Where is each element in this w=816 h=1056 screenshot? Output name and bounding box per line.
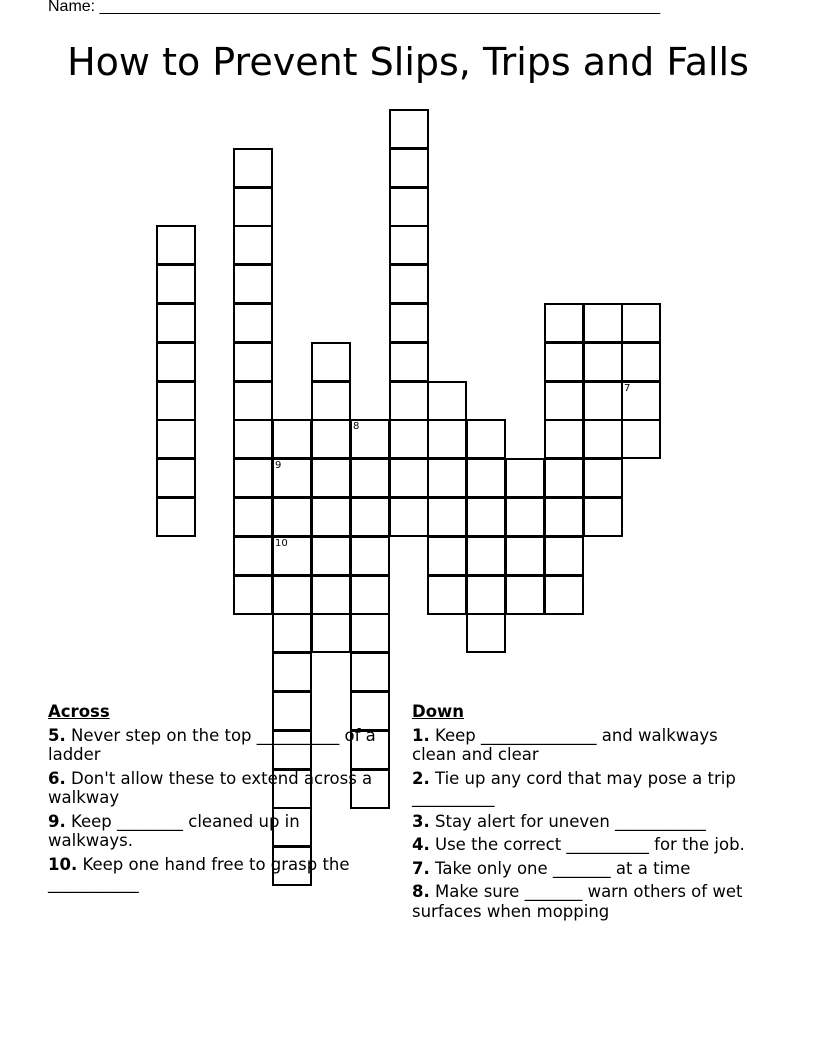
crossword-cell[interactable] bbox=[350, 497, 390, 537]
crossword-cell[interactable] bbox=[311, 342, 351, 382]
crossword-cell[interactable] bbox=[272, 497, 312, 537]
crossword-cell[interactable] bbox=[156, 497, 196, 537]
crossword-cell[interactable] bbox=[583, 381, 623, 421]
crossword-cell[interactable] bbox=[389, 264, 429, 304]
crossword-cell[interactable] bbox=[466, 458, 506, 498]
down-clue-7 bbox=[412, 859, 757, 879]
crossword-cell[interactable] bbox=[389, 458, 429, 498]
crossword-cell[interactable] bbox=[156, 264, 196, 304]
crossword-cell[interactable] bbox=[583, 458, 623, 498]
down-clue-4 bbox=[412, 835, 757, 855]
crossword-cell[interactable] bbox=[156, 458, 196, 498]
clue-number-label: 9 bbox=[275, 460, 282, 471]
crossword-cell[interactable] bbox=[311, 419, 351, 459]
clue-number: 1. bbox=[412, 725, 430, 745]
crossword-cell[interactable] bbox=[233, 225, 273, 265]
crossword-cell[interactable] bbox=[350, 652, 390, 692]
crossword-cell[interactable] bbox=[156, 381, 196, 421]
down-clue-8 bbox=[412, 882, 757, 921]
crossword-cell[interactable] bbox=[311, 381, 351, 421]
crossword-cell[interactable] bbox=[621, 381, 661, 421]
across-clues bbox=[48, 702, 388, 898]
crossword-cell[interactable] bbox=[272, 613, 312, 653]
clue-number-label: 8 bbox=[353, 421, 360, 432]
crossword-cell[interactable] bbox=[272, 419, 312, 459]
crossword-cell[interactable] bbox=[427, 419, 467, 459]
crossword-cell[interactable] bbox=[272, 652, 312, 692]
clue-text: Make sure _______ warn others of wet surfaces when mopping bbox=[412, 882, 743, 921]
crossword-cell[interactable] bbox=[505, 536, 545, 576]
crossword-cell[interactable] bbox=[505, 575, 545, 615]
crossword-cell[interactable] bbox=[389, 342, 429, 382]
crossword-cell[interactable] bbox=[233, 497, 273, 537]
crossword-cell[interactable] bbox=[156, 303, 196, 343]
crossword-cell[interactable] bbox=[466, 613, 506, 653]
clue-text: Take only one _______ at a time bbox=[429, 858, 691, 878]
clue-number: 2. bbox=[412, 768, 430, 788]
crossword-cell[interactable] bbox=[544, 458, 584, 498]
crossword-cell[interactable] bbox=[350, 575, 390, 615]
crossword-cell[interactable] bbox=[466, 575, 506, 615]
crossword-cell[interactable] bbox=[427, 536, 467, 576]
crossword-cell[interactable] bbox=[311, 536, 351, 576]
down-clue-2 bbox=[412, 769, 757, 808]
clue-number: 10. bbox=[48, 854, 78, 874]
crossword-cell[interactable] bbox=[466, 497, 506, 537]
crossword-cell[interactable] bbox=[311, 575, 351, 615]
crossword-cell[interactable] bbox=[233, 419, 273, 459]
crossword-cell[interactable] bbox=[544, 536, 584, 576]
crossword-cell[interactable] bbox=[350, 536, 390, 576]
crossword-cell[interactable] bbox=[233, 303, 273, 343]
clue-text: Don't allow these to extend across a walkway bbox=[48, 768, 373, 807]
down-clues bbox=[412, 702, 757, 925]
clue-number: 4. bbox=[412, 835, 430, 854]
crossword-cell[interactable] bbox=[389, 225, 429, 265]
across-heading: Across bbox=[48, 702, 110, 721]
clue-text: Stay alert for uneven ___________ bbox=[429, 811, 706, 831]
crossword-cell[interactable] bbox=[427, 575, 467, 615]
crossword-cell[interactable] bbox=[233, 264, 273, 304]
crossword-cell[interactable] bbox=[389, 148, 429, 188]
crossword-cell[interactable] bbox=[350, 419, 390, 459]
crossword-cell[interactable] bbox=[583, 419, 623, 459]
crossword-cell[interactable] bbox=[544, 303, 584, 343]
crossword-cell[interactable] bbox=[233, 187, 273, 227]
crossword-cell[interactable] bbox=[621, 342, 661, 382]
crossword-cell[interactable] bbox=[583, 303, 623, 343]
down-clue-3 bbox=[412, 812, 757, 832]
clue-number: 5. bbox=[48, 725, 66, 745]
clue-number: 6. bbox=[48, 768, 66, 788]
crossword-cell[interactable] bbox=[156, 342, 196, 382]
crossword-cell[interactable] bbox=[233, 458, 273, 498]
across-clue-10 bbox=[48, 855, 388, 894]
clue-number: 9. bbox=[48, 811, 66, 831]
name-field-label: Name: _______________________________________________________________ bbox=[48, 0, 661, 15]
crossword-cell[interactable] bbox=[389, 187, 429, 227]
clue-number-label: 10 bbox=[275, 538, 288, 549]
clue-text: Never step on the top __________ of a ladder bbox=[48, 725, 376, 764]
crossword-cell[interactable] bbox=[350, 458, 390, 498]
down-clue-1 bbox=[412, 726, 757, 765]
crossword-cell[interactable] bbox=[544, 381, 584, 421]
crossword-cell[interactable] bbox=[389, 303, 429, 343]
page-title: How to Prevent Slips, Trips and Falls bbox=[67, 40, 749, 84]
clue-number: 7. bbox=[412, 858, 430, 878]
clue-text: Tie up any cord that may pose a trip __________ bbox=[412, 768, 736, 807]
crossword-cell[interactable] bbox=[583, 497, 623, 537]
crossword-cell[interactable] bbox=[311, 458, 351, 498]
across-clue-5 bbox=[48, 726, 388, 765]
crossword-cell[interactable] bbox=[389, 109, 429, 149]
crossword-cell[interactable] bbox=[427, 458, 467, 498]
clue-text: Keep ________ cleaned up in walkways. bbox=[48, 811, 300, 850]
clue-text: Keep one hand free to grasp the ___________ bbox=[48, 854, 350, 893]
clue-number: 3. bbox=[412, 811, 430, 831]
crossword-cell[interactable] bbox=[466, 536, 506, 576]
crossword-cell[interactable] bbox=[389, 381, 429, 421]
crossword-cell[interactable] bbox=[544, 342, 584, 382]
crossword-cell[interactable] bbox=[272, 536, 312, 576]
across-clue-6 bbox=[48, 769, 388, 808]
crossword-cell[interactable] bbox=[544, 419, 584, 459]
crossword-cell[interactable] bbox=[272, 458, 312, 498]
across-clue-9 bbox=[48, 812, 388, 851]
crossword-cell[interactable] bbox=[233, 575, 273, 615]
crossword-cell[interactable] bbox=[505, 458, 545, 498]
crossword-cell[interactable] bbox=[583, 342, 623, 382]
crossword-cell[interactable] bbox=[427, 381, 467, 421]
crossword-cell[interactable] bbox=[233, 342, 273, 382]
crossword-cell[interactable] bbox=[311, 613, 351, 653]
crossword-cell[interactable] bbox=[350, 613, 390, 653]
crossword-cell[interactable] bbox=[544, 497, 584, 537]
down-heading: Down bbox=[412, 702, 465, 721]
clue-number-label: 7 bbox=[624, 383, 631, 394]
crossword-cell[interactable] bbox=[389, 497, 429, 537]
crossword-cell[interactable] bbox=[505, 497, 545, 537]
crossword-cell[interactable] bbox=[621, 419, 661, 459]
crossword-cell[interactable] bbox=[156, 419, 196, 459]
crossword-cell[interactable] bbox=[466, 419, 506, 459]
crossword-cell[interactable] bbox=[156, 225, 196, 265]
crossword-cell[interactable] bbox=[233, 381, 273, 421]
clue-number: 8. bbox=[412, 882, 430, 901]
crossword-cell[interactable] bbox=[544, 575, 584, 615]
crossword-cell[interactable] bbox=[272, 575, 312, 615]
crossword-cell[interactable] bbox=[233, 148, 273, 188]
crossword-cell[interactable] bbox=[621, 303, 661, 343]
crossword-cell[interactable] bbox=[427, 497, 467, 537]
clue-text: Use the correct __________ for the job. bbox=[429, 835, 745, 854]
crossword-cell[interactable] bbox=[233, 536, 273, 576]
crossword-cell[interactable] bbox=[389, 419, 429, 459]
crossword-cell[interactable] bbox=[311, 497, 351, 537]
clue-text: Keep ______________ and walkways clean and clear bbox=[412, 725, 718, 764]
